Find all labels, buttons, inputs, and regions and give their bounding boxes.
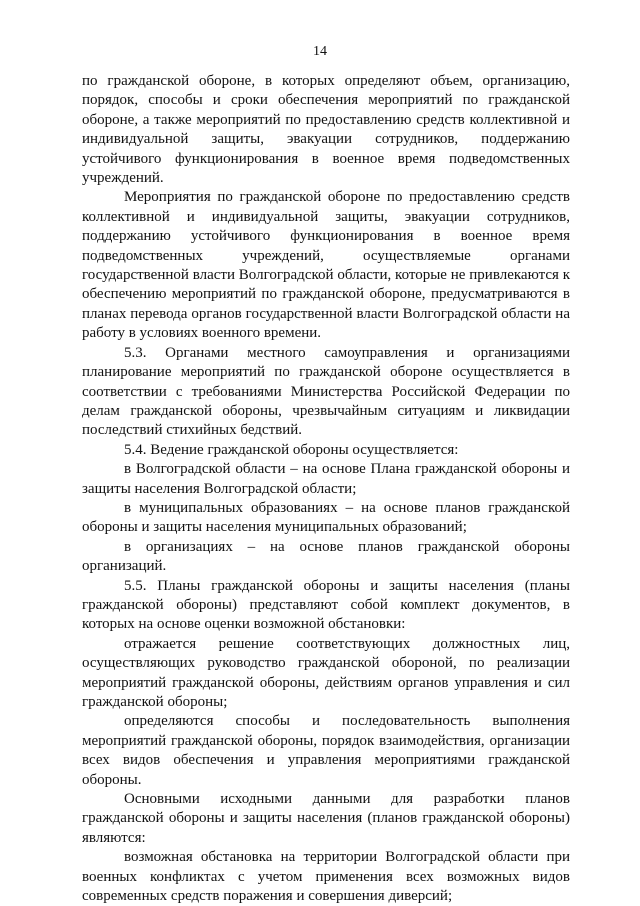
paragraph: в организациях – на основе планов гражданской обороны организаций.	[82, 538, 570, 575]
paragraph: определяются способы и последовательность выполнения мероприятий гражданской обороны, порядок взаимодействия, организации всех видов обеспечения и управления мероприятиями гражданской обороны.	[82, 713, 570, 788]
paragraph: 5.4. Ведение гражданской обороны осуществляется:	[124, 441, 459, 458]
paragraph: по гражданской обороне, в которых определяют объем, организацию, порядок, способы и сроки обеспечения мероприятий по гражданской обороне, а также мероприятий по предоставлению средств коллективной и индивидуальной защиты, эвакуации сотрудников, поддержанию устойчивого функционирования в военное время подведомственных учреждений.	[82, 73, 570, 187]
page-number: 14	[313, 44, 327, 59]
paragraph: 5.3. Органами местного самоуправления и организациями планирование мероприятий по гражданской обороне осуществляется в соответствии с требованиями Министерства Российской Федерации по делам гражданской обороны, чрезвычайным ситуациям и ликвидации последствий стихийных бедствий.	[82, 344, 570, 439]
paragraph: 5.5. Планы гражданской обороны и защиты населения (планы гражданской обороны) представляют собой комплект документов, в которых на основе оценки возможной обстановки:	[82, 577, 570, 633]
paragraph: Основными исходными данными для разработки планов гражданской обороны и защиты населения (планов гражданской обороны) являются:	[82, 791, 570, 846]
paragraph: в муниципальных образованиях – на основе планов гражданской обороны и защиты населения муниципальных образований;	[82, 499, 570, 536]
paragraph: возможная обстановка на территории Волгоградской области при военных конфликтах с учетом применения всех возможных видов современных средств поражения и совершения диверсий;	[82, 849, 570, 905]
document-body	[82, 72, 570, 906]
paragraph: Мероприятия по гражданской обороне по предоставлению средств коллективной и индивидуальной защиты, эвакуации сотрудников, поддержанию устойчивого функционирования в военное время подведомственных учреждений, осуществляемые органами государственной власти Волгоградской области, которые не привлекаются к обеспечению мероприятий по гражданской обороне, предусматриваются в планах перевода органов государственной власти Волгоградской области на работу в условиях военного времени.	[82, 189, 570, 342]
paragraph: отражается решение соответствующих должностных лиц, осуществляющих руководство гражданской обороной, по реализации мероприятий гражданской обороны, действиям органов управления и сил гражданской обороны;	[82, 635, 570, 710]
paragraph: в Волгоградской области – на основе Плана гражданской обороны и защиты населения Волгоградской области;	[82, 461, 570, 497]
